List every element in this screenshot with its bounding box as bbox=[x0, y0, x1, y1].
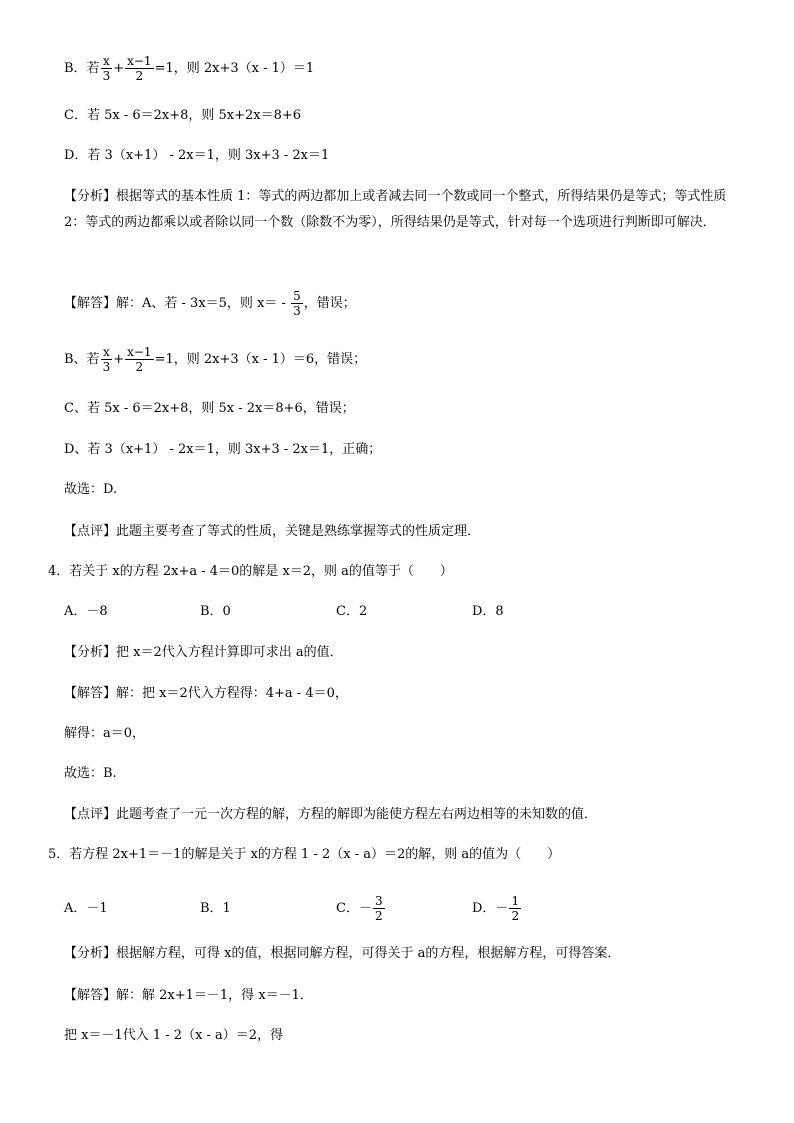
fraction-denominator: 3 bbox=[293, 304, 301, 318]
analysis-label: 【分析】 bbox=[64, 189, 117, 204]
q4-stem: 4．若关于 x的方程 2x+a - 4＝0的解是 x＝2，则 a的值等于（ ） bbox=[48, 564, 453, 579]
analysis-text: 根据等式的基本性质 1：等式的两边都加上或者减去同一个数或同一个整式，所得结果仍是等式；等式性质 2：等式的两边都乘以或者除以同一个数（除数不为零），所得结果仍是等式，针对每一个选项进行判断即可解决． bbox=[64, 189, 727, 230]
fraction-numerator: x−1 bbox=[127, 345, 152, 359]
fraction-numerator: x bbox=[101, 345, 113, 360]
q5-option-d bbox=[472, 894, 608, 923]
fraction bbox=[101, 54, 113, 83]
fraction bbox=[101, 345, 113, 374]
q4-option-c: C．2 bbox=[336, 604, 368, 619]
q3-option-c: C．若 5x - 6＝2x+8，则 5x+2x＝8+6 bbox=[64, 108, 302, 123]
q3-option-b-prefix: B．若 bbox=[64, 61, 100, 76]
fraction bbox=[509, 894, 521, 923]
q4-option-d: D．8 bbox=[472, 604, 504, 619]
q3-answer-d: D、若 3（x+1） - 2x＝1，则 3x+3 - 2x＝1，正确； bbox=[64, 442, 382, 457]
answer-text: 解：解 2x+1＝－1，得 x＝－1． bbox=[116, 988, 313, 1003]
q4-options bbox=[64, 602, 608, 622]
fraction bbox=[373, 894, 385, 923]
q5-option-c bbox=[336, 894, 472, 923]
q4-answer bbox=[64, 684, 348, 704]
q3-analysis bbox=[64, 184, 734, 236]
q4-analysis bbox=[64, 643, 343, 663]
fraction bbox=[125, 54, 153, 83]
fraction-denominator: 2 bbox=[374, 909, 383, 923]
comment-text: 此题主要考查了等式的性质，关键是熟练掌握等式的性质定理． bbox=[116, 524, 481, 539]
fraction-denominator: 3 bbox=[102, 360, 111, 374]
answer-text: 解：把 x＝2代入方程得：4+a - 4＝0， bbox=[116, 686, 348, 701]
q5-option-d-prefix: D．－ bbox=[472, 901, 509, 916]
comment-text: 此题考查了一元一次方程的解，方程的解即为能使方程左右两边相等的未知数的值． bbox=[116, 807, 598, 822]
fraction-denominator: 2 bbox=[135, 69, 144, 83]
fraction-denominator: 2 bbox=[511, 909, 520, 923]
answer-label: 【解答】 bbox=[64, 686, 117, 701]
q5-last-line: 把 x＝－1代入 1 - 2（x - a）＝2，得 bbox=[64, 1028, 284, 1043]
plus-sign: + bbox=[113, 61, 125, 76]
fraction bbox=[125, 345, 153, 374]
q3-answer-c: C、若 5x - 6＝2x+8，则 5x - 2x＝8+6，错误； bbox=[64, 401, 355, 416]
q5-stem: 5．若方程 2x+1＝－1的解是关于 x的方程 1 - 2（x - a）＝2的解，则 a的值为（ ） bbox=[48, 847, 561, 862]
comment-label: 【点评】 bbox=[64, 807, 117, 822]
q3-option-d: D．若 3（x+1） - 2x＝1，则 3x+3 - 2x＝1 bbox=[64, 148, 330, 163]
q4-comment bbox=[64, 805, 597, 825]
fraction-numerator: x bbox=[101, 54, 113, 69]
q4-choose: 故选：B. bbox=[64, 766, 117, 781]
q5-analysis bbox=[64, 944, 620, 964]
fraction-numerator: x−1 bbox=[127, 54, 152, 68]
q3-option-b-suffix: =1，则 2x+3（x - 1）＝1 bbox=[154, 61, 315, 76]
q5-answer bbox=[64, 986, 313, 1006]
q5-option-c-prefix: C．－ bbox=[336, 901, 372, 916]
q4-option-b: B．0 bbox=[200, 604, 231, 619]
fraction-denominator: 3 bbox=[102, 69, 111, 83]
answer-b-prefix: B、若 bbox=[64, 352, 100, 367]
analysis-label: 【分析】 bbox=[64, 946, 117, 961]
answer-label: 【解答】 bbox=[64, 296, 117, 311]
answer-label: 【解答】 bbox=[64, 988, 117, 1003]
answer-a-prefix: 解：A、若 - 3x＝5，则 x＝ - bbox=[116, 296, 291, 311]
q3-answer-a bbox=[64, 289, 356, 318]
q4-solve: 解得：a＝0， bbox=[64, 726, 146, 741]
fraction-denominator: 2 bbox=[135, 360, 144, 374]
fraction bbox=[291, 289, 303, 318]
q5-option-b: B．1 bbox=[200, 901, 231, 916]
fraction-numerator: 1 bbox=[511, 894, 520, 908]
fraction-numerator: 3 bbox=[374, 894, 383, 908]
analysis-label: 【分析】 bbox=[64, 645, 117, 660]
q3-comment bbox=[64, 522, 480, 542]
q3-choose: 故选：D. bbox=[64, 482, 118, 497]
answer-a-suffix: ，错误； bbox=[303, 296, 356, 311]
q5-option-a: A．－1 bbox=[64, 901, 108, 916]
q3-option-b bbox=[64, 54, 314, 83]
answer-b-suffix: =1，则 2x+3（x - 1）＝6，错误； bbox=[154, 352, 367, 367]
q5-options bbox=[64, 894, 608, 923]
plus-sign: + bbox=[113, 352, 125, 367]
q4-option-a: A．－8 bbox=[64, 604, 108, 619]
comment-label: 【点评】 bbox=[64, 524, 117, 539]
analysis-text: 根据解方程，可得 x的值，根据同解方程，可得关于 a的方程，根据解方程，可得答案． bbox=[116, 946, 621, 961]
q3-answer-b bbox=[64, 345, 366, 374]
fraction-numerator: 5 bbox=[293, 289, 301, 303]
analysis-text: 把 x＝2代入方程计算即可求出 a的值． bbox=[116, 645, 343, 660]
